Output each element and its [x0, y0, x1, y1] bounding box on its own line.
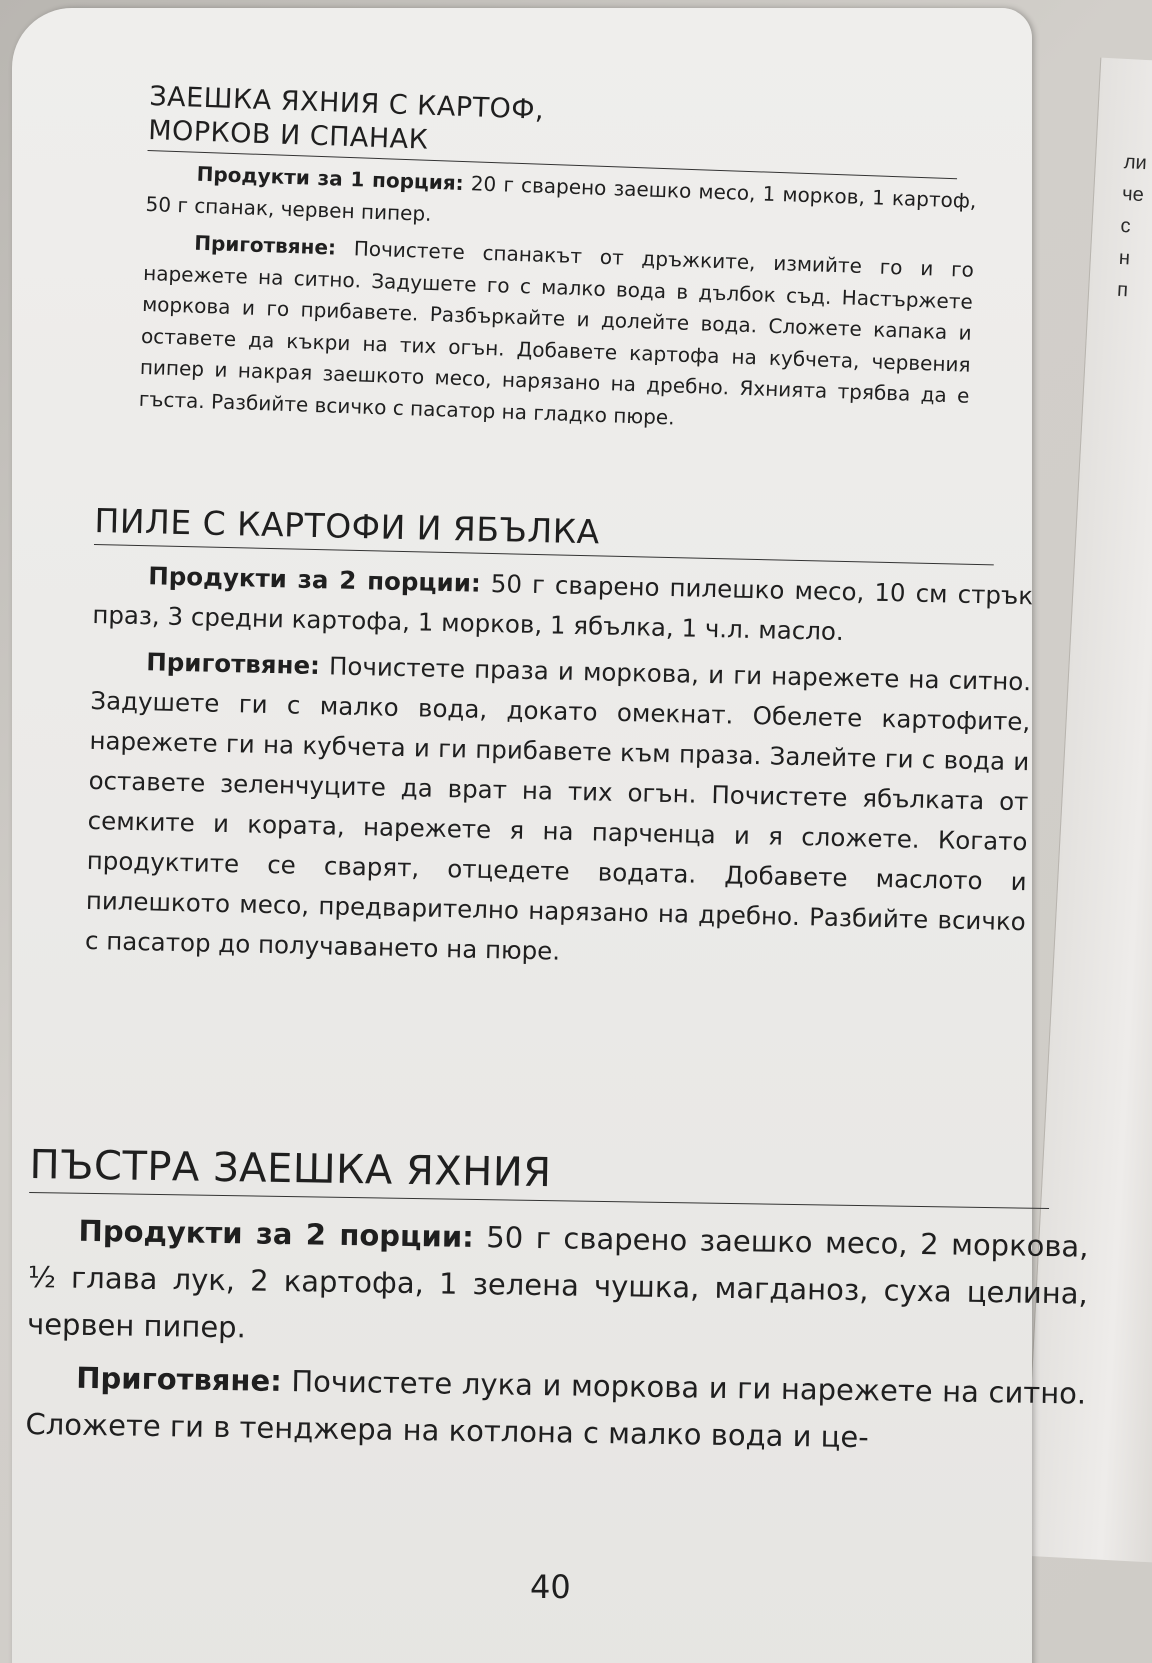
neighbor-text-fragment: ли: [1123, 150, 1148, 175]
ingredients-paragraph: [92, 555, 1034, 656]
neighbor-text-fragment: с: [1119, 214, 1132, 238]
ingredients-label: Продукти за 2 порции:: [147, 561, 482, 598]
neighbor-text-fragment: че: [1121, 182, 1145, 207]
ingredients-text: 50 г сварено пилешко месо, 10 см стрък праз, 3 средни картофа, 1 морков, 1 ябълка, 1 ч.л. масло.: [92, 568, 1034, 647]
ingredients-text: 50 г сварено заешко месо, 2 моркова, ½ глава лук, 2 картофа, 1 зелена чушка, магданоз, суха целина, червен пипер.: [26, 1219, 1089, 1345]
neighbor-text-fragment: н: [1118, 246, 1131, 270]
recipe-title-line-2: МОРКОВ И СПАНАК: [147, 114, 429, 156]
ingredients-paragraph: [27, 1207, 1089, 1365]
ingredients-text: 20 г сварено заешко месо, 1 морков, 1 картоф, 50 г спанак, червен пипер.: [145, 171, 977, 226]
preparation-label: Приготвяне:: [146, 647, 321, 681]
recipe-title-line-1: ПЪСТРА ЗАЕШКА ЯХНИЯ: [29, 1141, 552, 1197]
preparation-text: Почистете лука и моркова и ги нарежете на ситно. Сложете ги в тенджера на котлона с малко вода и це-: [25, 1363, 1087, 1455]
recipe-chicken-potatoes-apple: [85, 500, 1035, 982]
neighbor-text-fragment: п: [1116, 278, 1129, 302]
recipe-title-line-1: ЗАЕШКА ЯХНИЯ С КАРТОФ,: [148, 80, 545, 126]
ingredients-label: Продукти за 2 порции:: [78, 1213, 475, 1254]
preparation-text: Почистете спанакът от дръжките, измийте го и го нарежете на ситно. Задушете го с малко вода в дълбок съд. Настържете моркова и го прибавете. Разбъркайте и долейте вода. Сложете капака и оставете да къкри на тих огън. Добавете картофа на кубчета, червения пипер и накрая заешкото месо, нарязано на дребно. Яхнията трябва да е гъста. Разбийте всичко с пасатор на гладко пюре.: [138, 235, 975, 430]
preparation-label: Приготвяне:: [193, 230, 337, 260]
preparation-paragraph: [138, 226, 974, 444]
recipe-title-line-1: ПИЛЕ С КАРТОФИ И ЯБЪЛКА: [94, 500, 601, 552]
preparation-paragraph: [85, 641, 1032, 982]
ingredients-label: Продукти за 1 порция:: [196, 161, 465, 196]
preparation-paragraph: [25, 1354, 1086, 1465]
recipe-rabbit-stew: [138, 80, 979, 444]
recipe-mixed-rabbit-stew: [25, 1140, 1090, 1465]
page-number: 40: [530, 1568, 571, 1606]
preparation-label: Приготвяне:: [76, 1360, 283, 1398]
preparation-text: Почистете праза и моркова, и ги нарежете на ситно. Задушете ги с малко вода, докато омекнат. Обелете картофите, нарежете ги на кубчета и ги прибавете към праза. Залейте ги с вода и оставете зеленчуците да врат на тих огън. Почистете ябълката от семките и кората, нарежете я на парченца и я сложете. Когато продуктите се сварят, отцедете водата. Добавете маслото и пилешкото месо, предварително нарязано на дребно. Разбийте всичко с пасатор до получаването на пюре.: [84, 651, 1032, 966]
